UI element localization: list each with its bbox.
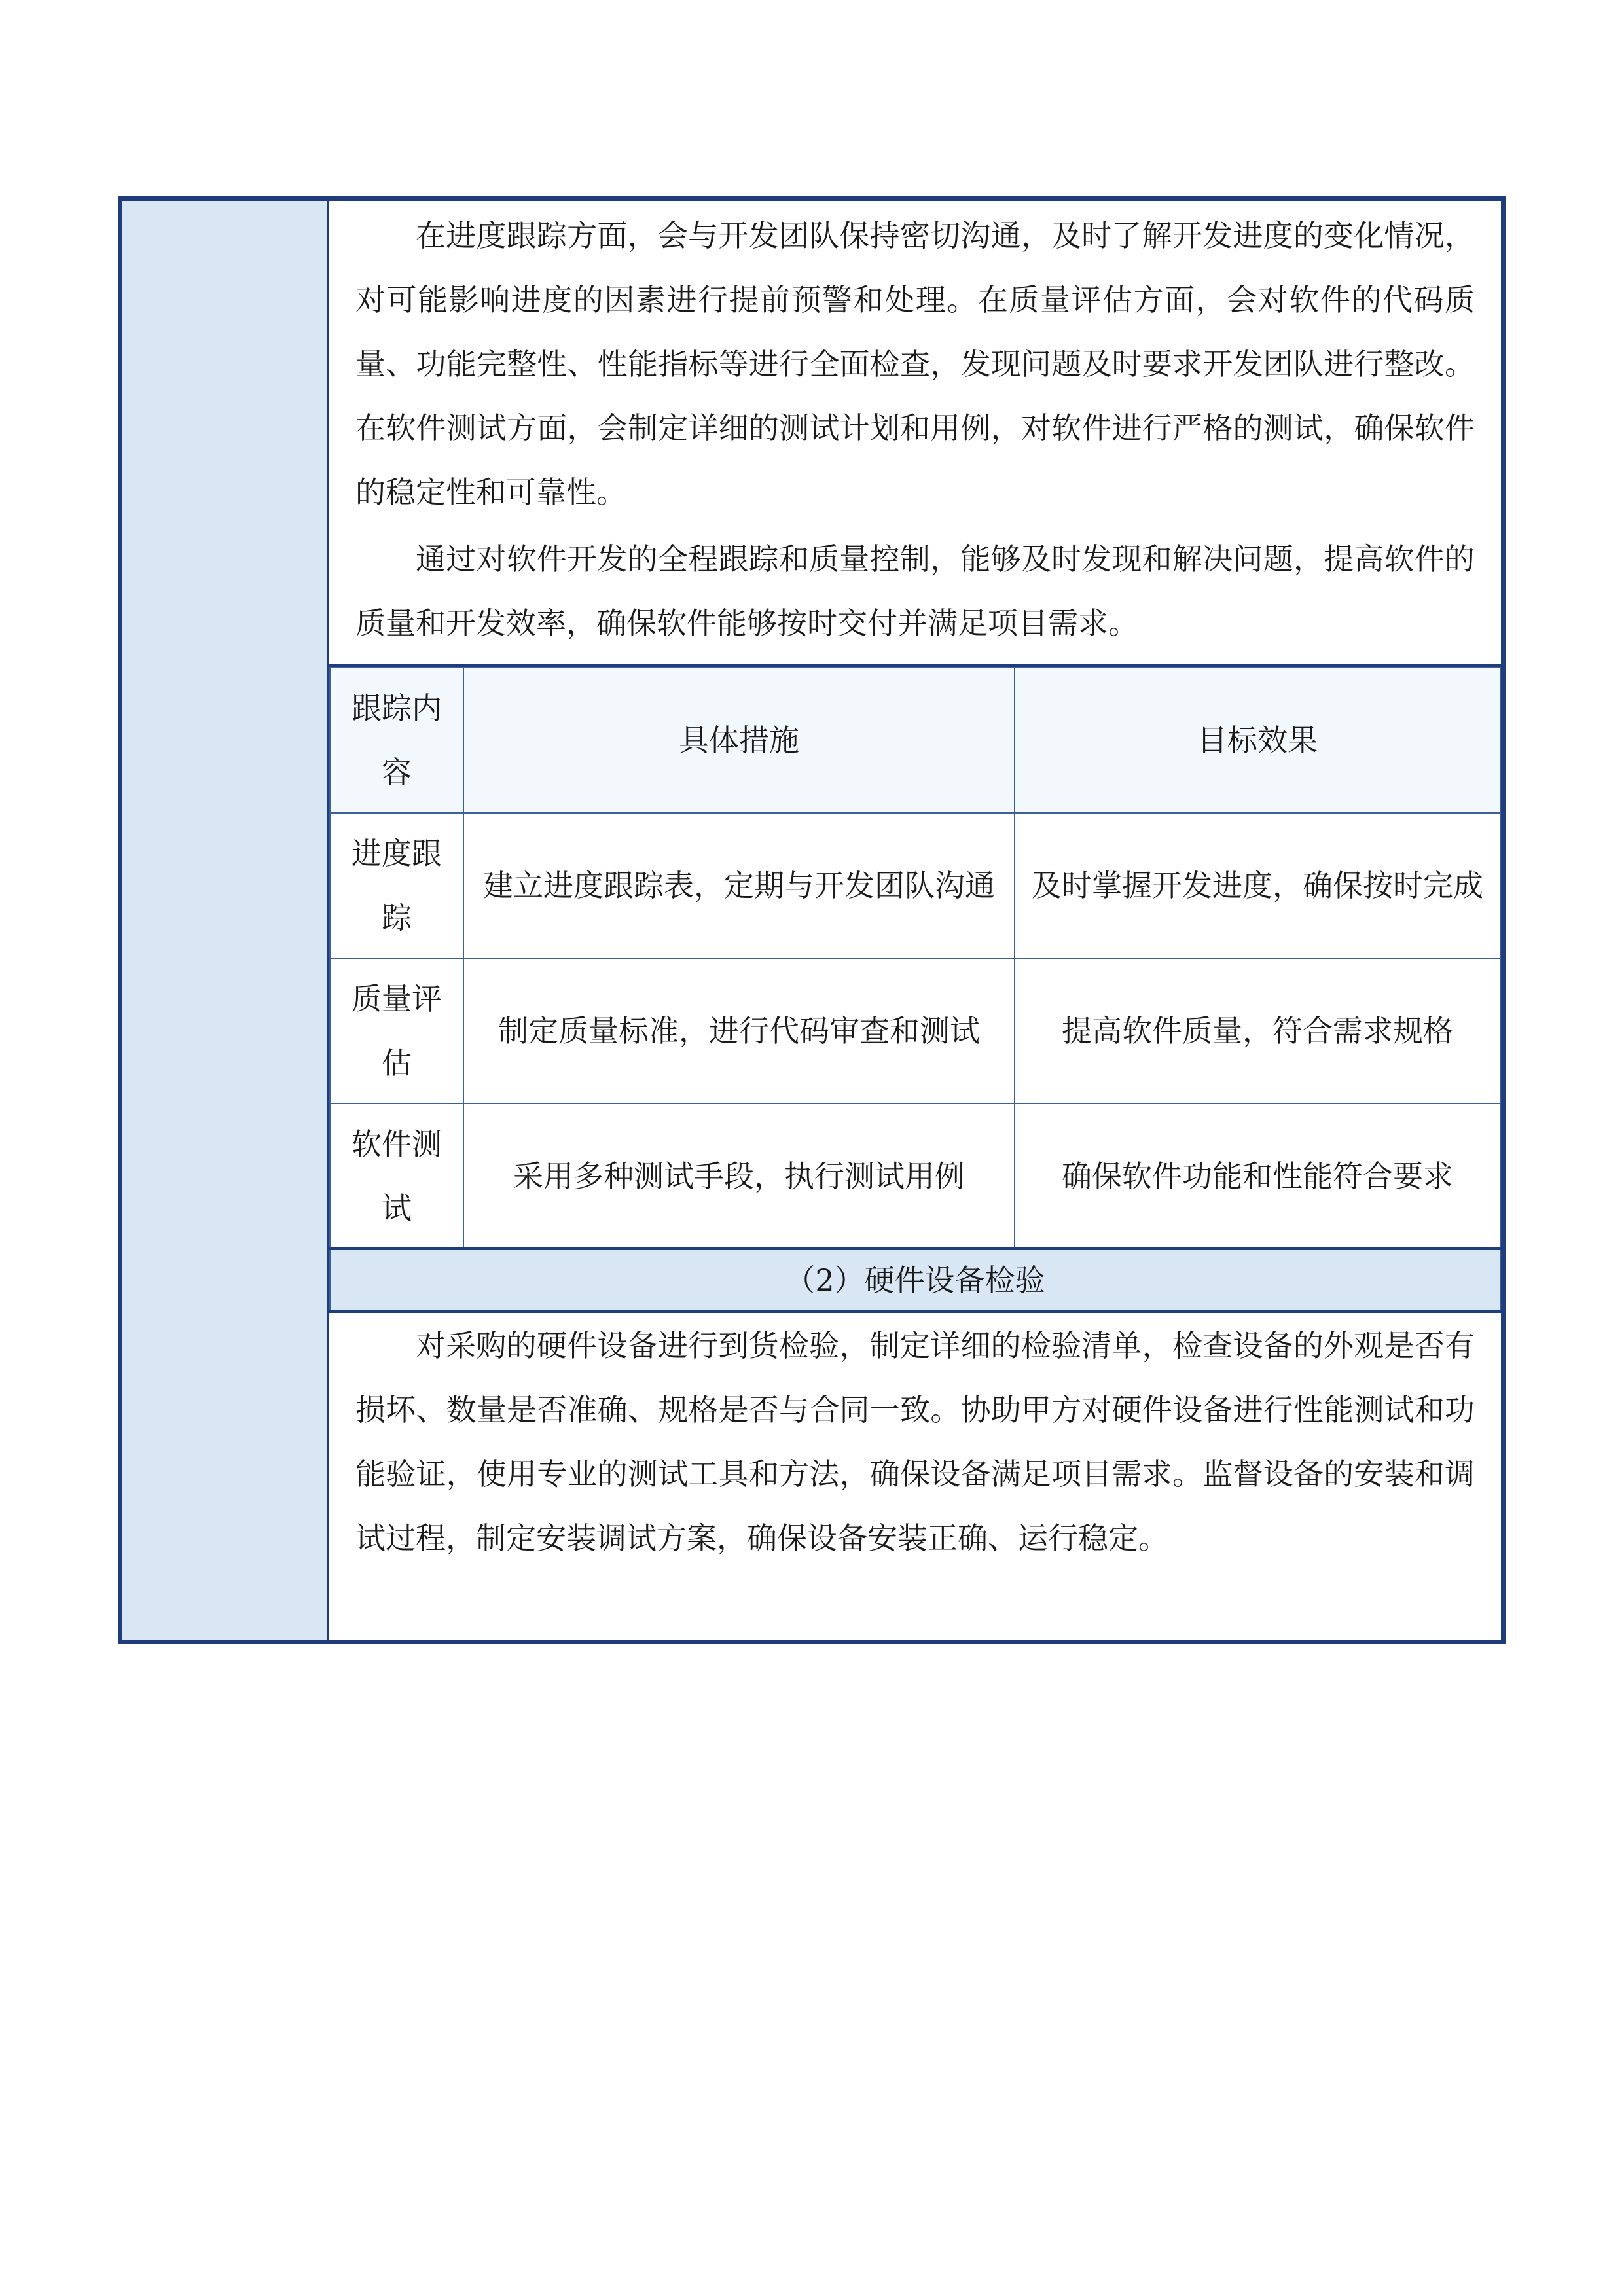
intro-paragraph-2: 通过对软件开发的全程跟踪和质量控制，能够及时发现和解决问题，提高软件的质量和开发效率，确保软件能够按时交付并满足项目需求。 [355,541,1475,641]
section-title: （2）硬件设备检验 [330,1249,1500,1312]
hardware-text [329,1314,1501,1570]
hardware-paragraph: 对采购的硬件设备进行到货检验，制定详细的检验清单，检查设备的外观是否有损坏、数量是否准确、规格是否与合同一致。协助甲方对硬件设备进行性能测试和功能验证，使用专业的测试工具和方法，确保设备满足项目需求。监督设备的安装和调试过程，制定安装调试方案，确保设备安装正确、运行稳定。 [355,1328,1475,1556]
section-heading-row [330,1249,1500,1312]
table-row [330,958,1500,1103]
left-label-column [122,201,329,1640]
row-item: 进度跟踪 [330,813,463,958]
table-header-row [330,668,1500,813]
tracking-table [329,667,1501,1313]
table-row [330,813,1500,958]
header-item: 跟踪内容 [330,668,463,813]
row-item: 软件测试 [330,1103,463,1249]
row-measure: 采用多种测试手段，执行测试用例 [463,1103,1015,1249]
header-effect: 目标效果 [1015,668,1500,813]
intro-text [329,204,1501,655]
content-column [329,201,1501,1640]
row-effect: 提高软件质量，符合需求规格 [1015,958,1500,1103]
header-measure: 具体措施 [463,668,1015,813]
document-frame [118,196,1506,1644]
intro-paragraph-1: 在进度跟踪方面，会与开发团队保持密切沟通，及时了解开发进度的变化情况，对可能影响进度的因素进行提前预警和处理。在质量评估方面，会对软件的代码质量、功能完整性、性能指标等进行全面检查，发现问题及时要求开发团队进行整改。在软件测试方面，会制定详细的测试计划和用例，对软件进行严格的测试，确保软件的稳定性和可靠性。 [355,218,1475,510]
table-row [330,1103,1500,1249]
row-measure: 建立进度跟踪表，定期与开发团队沟通 [463,813,1015,958]
row-measure: 制定质量标准，进行代码审查和测试 [463,958,1015,1103]
row-effect: 及时掌握开发进度，确保按时完成 [1015,813,1500,958]
row-item: 质量评估 [330,958,463,1103]
row-effect: 确保软件功能和性能符合要求 [1015,1103,1500,1249]
